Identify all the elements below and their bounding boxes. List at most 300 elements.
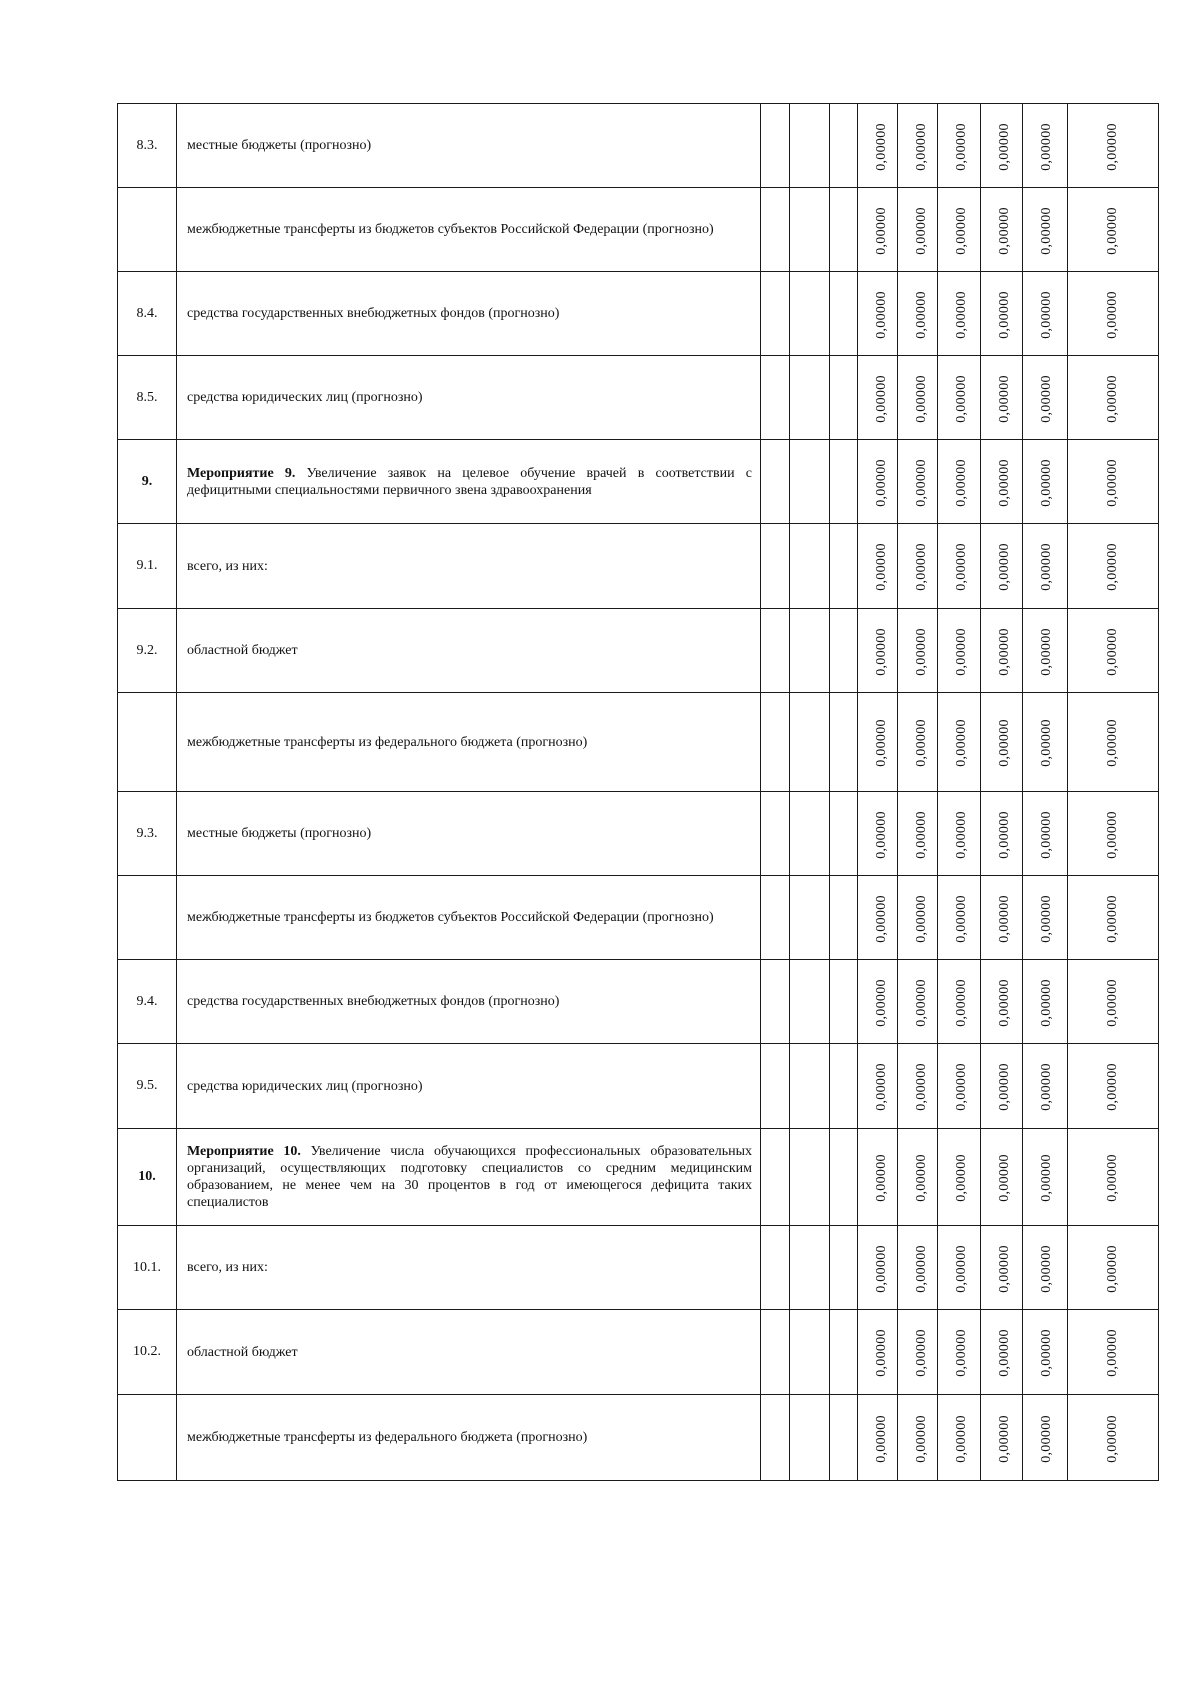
empty-cell xyxy=(830,1044,858,1129)
table-row xyxy=(118,104,1159,188)
value-cell xyxy=(1068,272,1159,356)
funding-value: 0,00000 xyxy=(953,374,969,423)
funding-value: 0,00000 xyxy=(913,122,929,171)
value-cell xyxy=(858,188,898,272)
funding-value: 0,00000 xyxy=(1104,894,1120,943)
funding-value: 0,00000 xyxy=(913,1063,929,1111)
funding-value: 0,00000 xyxy=(1038,627,1054,676)
funding-value: 0,00000 xyxy=(873,543,889,591)
value-cell xyxy=(1023,693,1068,792)
value-cell xyxy=(938,693,981,792)
empty-cell xyxy=(761,876,790,960)
value-cell xyxy=(858,1044,898,1129)
empty-cell xyxy=(790,609,830,693)
value-cell xyxy=(898,1310,938,1395)
value-cell xyxy=(981,1395,1023,1481)
row-description xyxy=(177,1395,761,1481)
empty-cell xyxy=(790,524,830,609)
funding-value: 0,00000 xyxy=(953,1063,969,1111)
value-cell xyxy=(938,356,981,440)
empty-cell xyxy=(830,104,858,188)
value-cell xyxy=(1068,104,1159,188)
value-cell xyxy=(938,1395,981,1481)
row-text: областной бюджет xyxy=(187,1344,298,1360)
row-text: Увеличение заявок на целевое обучение врачей в соответствии с дефицитными специальностями первичного звена здравоохранения xyxy=(187,465,752,498)
empty-cell xyxy=(830,693,858,792)
funding-value: 0,00000 xyxy=(1038,122,1054,171)
funding-value: 0,00000 xyxy=(996,1244,1012,1293)
empty-cell xyxy=(761,609,790,693)
funding-value: 0,00000 xyxy=(873,719,889,767)
funding-value: 0,00000 xyxy=(873,978,889,1027)
funding-value: 0,00000 xyxy=(1038,1063,1054,1111)
funding-value: 0,00000 xyxy=(913,1414,929,1463)
funding-value: 0,00000 xyxy=(1104,122,1120,171)
empty-cell xyxy=(790,188,830,272)
value-cell xyxy=(938,188,981,272)
row-text: межбюджетные трансферты из бюджетов субъектов Российской Федерации (прогнозно) xyxy=(187,910,714,925)
funding-value: 0,00000 xyxy=(873,1244,889,1293)
empty-cell xyxy=(761,356,790,440)
funding-value: 0,00000 xyxy=(1104,206,1120,255)
value-cell xyxy=(858,272,898,356)
value-cell xyxy=(898,356,938,440)
table-row xyxy=(118,188,1159,272)
value-cell xyxy=(1023,876,1068,960)
funding-value: 0,00000 xyxy=(1104,543,1120,591)
row-text: средства юридических лиц (прогнозно) xyxy=(187,1078,423,1094)
funding-value: 0,00000 xyxy=(913,894,929,943)
funding-value: 0,00000 xyxy=(953,894,969,943)
row-description xyxy=(177,104,761,188)
value-cell xyxy=(981,876,1023,960)
value-cell xyxy=(938,792,981,876)
table-row xyxy=(118,609,1159,693)
funding-value: 0,00000 xyxy=(873,1329,889,1377)
value-cell xyxy=(981,693,1023,792)
row-description xyxy=(177,356,761,440)
value-cell xyxy=(981,1310,1023,1395)
empty-cell xyxy=(761,1044,790,1129)
empty-cell xyxy=(790,960,830,1044)
table-row xyxy=(118,1044,1159,1129)
funding-value: 0,00000 xyxy=(953,1244,969,1293)
empty-cell xyxy=(830,1310,858,1395)
value-cell xyxy=(1068,1226,1159,1310)
empty-cell xyxy=(761,524,790,609)
value-cell xyxy=(981,609,1023,693)
value-cell xyxy=(1023,524,1068,609)
value-cell xyxy=(981,104,1023,188)
value-cell xyxy=(981,1044,1023,1129)
funding-value: 0,00000 xyxy=(873,810,889,859)
value-cell xyxy=(981,960,1023,1044)
funding-value: 0,00000 xyxy=(1038,810,1054,859)
funding-value: 0,00000 xyxy=(1038,206,1054,255)
value-cell xyxy=(898,693,938,792)
empty-cell xyxy=(761,440,790,524)
row-text: средства государственных внебюджетных фондов (прогнозно) xyxy=(187,306,560,321)
funding-value: 0,00000 xyxy=(873,458,889,507)
funding-value: 0,00000 xyxy=(1038,978,1054,1027)
funding-value: 0,00000 xyxy=(996,290,1012,339)
funding-value: 0,00000 xyxy=(873,894,889,943)
funding-value: 0,00000 xyxy=(1038,374,1054,423)
value-cell xyxy=(981,1226,1023,1310)
value-cell xyxy=(858,1310,898,1395)
empty-cell xyxy=(830,876,858,960)
row-text: всего, из них: xyxy=(187,558,268,574)
value-cell xyxy=(898,1129,938,1226)
empty-cell xyxy=(761,960,790,1044)
empty-cell xyxy=(761,1310,790,1395)
funding-value: 0,00000 xyxy=(1104,374,1120,423)
funding-value: 0,00000 xyxy=(996,543,1012,591)
value-cell xyxy=(898,960,938,1044)
value-cell xyxy=(858,440,898,524)
row-number: 8.4. xyxy=(118,272,177,356)
value-cell xyxy=(938,609,981,693)
value-cell xyxy=(898,104,938,188)
value-cell xyxy=(1023,1226,1068,1310)
funding-value: 0,00000 xyxy=(996,458,1012,507)
funding-value: 0,00000 xyxy=(913,719,929,767)
value-cell xyxy=(1068,1395,1159,1481)
funding-value: 0,00000 xyxy=(913,1329,929,1377)
funding-value: 0,00000 xyxy=(953,978,969,1027)
empty-cell xyxy=(830,960,858,1044)
row-text: средства государственных внебюджетных фондов (прогнозно) xyxy=(187,994,560,1009)
table-row xyxy=(118,440,1159,524)
value-cell xyxy=(858,356,898,440)
funding-value: 0,00000 xyxy=(996,374,1012,423)
funding-value: 0,00000 xyxy=(913,1244,929,1293)
funding-value: 0,00000 xyxy=(996,206,1012,255)
row-text: Увеличение числа обучающихся профессиональных образовательных организаций, осуществляющих подготовку специалистов со средним медицинским образованием, не менее чем на 30 процентов в год от имеющегося дефицита таких специалистов xyxy=(187,1144,752,1210)
value-cell xyxy=(1068,1129,1159,1226)
row-number: 8.3. xyxy=(118,104,177,188)
value-cell xyxy=(1023,188,1068,272)
empty-cell xyxy=(790,876,830,960)
funding-value: 0,00000 xyxy=(1104,1414,1120,1463)
funding-value: 0,00000 xyxy=(1038,290,1054,339)
row-text: межбюджетные трансферты из бюджетов субъектов Российской Федерации (прогнозно) xyxy=(187,222,714,237)
value-cell xyxy=(898,524,938,609)
value-cell xyxy=(981,356,1023,440)
funding-value: 0,00000 xyxy=(873,1154,889,1202)
funding-value: 0,00000 xyxy=(1104,810,1120,859)
funding-value: 0,00000 xyxy=(1104,1244,1120,1293)
value-cell xyxy=(858,1129,898,1226)
empty-cell xyxy=(761,792,790,876)
empty-cell xyxy=(830,609,858,693)
row-number: 9.4. xyxy=(118,960,177,1044)
table-row xyxy=(118,272,1159,356)
empty-cell xyxy=(790,104,830,188)
table-row xyxy=(118,1129,1159,1226)
row-text: областной бюджет xyxy=(187,643,298,658)
value-cell xyxy=(858,609,898,693)
value-cell xyxy=(938,876,981,960)
value-cell xyxy=(1023,792,1068,876)
table-row xyxy=(118,524,1159,609)
row-text: средства юридических лиц (прогнозно) xyxy=(187,390,423,405)
funding-value: 0,00000 xyxy=(1038,543,1054,591)
value-cell xyxy=(938,104,981,188)
value-cell xyxy=(981,440,1023,524)
row-number xyxy=(118,693,177,792)
row-number: 9.2. xyxy=(118,609,177,693)
empty-cell xyxy=(790,1129,830,1226)
funding-value: 0,00000 xyxy=(996,810,1012,859)
funding-value: 0,00000 xyxy=(1104,458,1120,507)
funding-value: 0,00000 xyxy=(913,978,929,1027)
row-description xyxy=(177,1226,761,1310)
value-cell xyxy=(981,524,1023,609)
value-cell xyxy=(858,1395,898,1481)
empty-cell xyxy=(790,693,830,792)
value-cell xyxy=(1023,1395,1068,1481)
funding-value: 0,00000 xyxy=(953,1414,969,1463)
empty-cell xyxy=(761,1395,790,1481)
row-description xyxy=(177,188,761,272)
value-cell xyxy=(938,1129,981,1226)
value-cell xyxy=(858,693,898,792)
funding-value: 0,00000 xyxy=(996,627,1012,676)
value-cell xyxy=(1068,693,1159,792)
funding-value: 0,00000 xyxy=(1104,1329,1120,1377)
funding-value: 0,00000 xyxy=(996,978,1012,1027)
table-row xyxy=(118,960,1159,1044)
funding-value: 0,00000 xyxy=(913,627,929,676)
funding-value: 0,00000 xyxy=(996,122,1012,171)
funding-value: 0,00000 xyxy=(913,1154,929,1202)
table-row xyxy=(118,792,1159,876)
empty-cell xyxy=(790,272,830,356)
row-description xyxy=(177,609,761,693)
funding-value: 0,00000 xyxy=(953,719,969,767)
row-number: 10. xyxy=(118,1129,177,1226)
value-cell xyxy=(1023,356,1068,440)
funding-value: 0,00000 xyxy=(913,206,929,255)
row-number: 10.2. xyxy=(118,1310,177,1395)
value-cell xyxy=(1068,792,1159,876)
value-cell xyxy=(1068,440,1159,524)
value-cell xyxy=(1068,960,1159,1044)
value-cell xyxy=(858,104,898,188)
funding-value: 0,00000 xyxy=(873,627,889,676)
row-description xyxy=(177,960,761,1044)
funding-value: 0,00000 xyxy=(953,1329,969,1377)
funding-value: 0,00000 xyxy=(953,122,969,171)
value-cell xyxy=(898,188,938,272)
value-cell xyxy=(1068,188,1159,272)
table-row xyxy=(118,1395,1159,1481)
funding-value: 0,00000 xyxy=(873,1063,889,1111)
funding-value: 0,00000 xyxy=(953,290,969,339)
value-cell xyxy=(938,960,981,1044)
value-cell xyxy=(898,1226,938,1310)
row-number: 9. xyxy=(118,440,177,524)
funding-value: 0,00000 xyxy=(1104,290,1120,339)
value-cell xyxy=(1068,1044,1159,1129)
empty-cell xyxy=(761,1129,790,1226)
table-row xyxy=(118,876,1159,960)
funding-value: 0,00000 xyxy=(873,1414,889,1463)
row-description xyxy=(177,1310,761,1395)
empty-cell xyxy=(790,1226,830,1310)
funding-value: 0,00000 xyxy=(953,543,969,591)
funding-value: 0,00000 xyxy=(1104,1154,1120,1202)
row-text: местные бюджеты (прогнозно) xyxy=(187,826,372,841)
row-text: межбюджетные трансферты из федерального бюджета (прогнозно) xyxy=(187,734,588,750)
empty-cell xyxy=(790,440,830,524)
row-number xyxy=(118,1395,177,1481)
value-cell xyxy=(1023,1044,1068,1129)
value-cell xyxy=(1023,1129,1068,1226)
value-cell xyxy=(898,272,938,356)
value-cell xyxy=(938,1310,981,1395)
funding-value: 0,00000 xyxy=(1038,1244,1054,1293)
funding-value: 0,00000 xyxy=(996,1063,1012,1111)
empty-cell xyxy=(830,440,858,524)
empty-cell xyxy=(830,792,858,876)
empty-cell xyxy=(761,188,790,272)
funding-value: 0,00000 xyxy=(1104,978,1120,1027)
table-row xyxy=(118,1226,1159,1310)
row-number xyxy=(118,188,177,272)
value-cell xyxy=(981,188,1023,272)
row-text: местные бюджеты (прогнозно) xyxy=(187,138,372,153)
value-cell xyxy=(1023,440,1068,524)
value-cell xyxy=(858,524,898,609)
row-description xyxy=(177,876,761,960)
row-description xyxy=(177,524,761,609)
empty-cell xyxy=(761,1226,790,1310)
value-cell xyxy=(938,272,981,356)
funding-value: 0,00000 xyxy=(953,810,969,859)
value-cell xyxy=(938,524,981,609)
value-cell xyxy=(981,1129,1023,1226)
funding-value: 0,00000 xyxy=(1104,719,1120,767)
funding-value: 0,00000 xyxy=(996,1329,1012,1377)
funding-value: 0,00000 xyxy=(953,627,969,676)
funding-value: 0,00000 xyxy=(1038,1414,1054,1463)
value-cell xyxy=(898,440,938,524)
row-description xyxy=(177,272,761,356)
funding-value: 0,00000 xyxy=(1038,1329,1054,1377)
value-cell xyxy=(858,1226,898,1310)
empty-cell xyxy=(830,524,858,609)
row-number: 10.1. xyxy=(118,1226,177,1310)
value-cell xyxy=(1068,524,1159,609)
value-cell xyxy=(1023,609,1068,693)
value-cell xyxy=(938,440,981,524)
value-cell xyxy=(898,1044,938,1129)
funding-value: 0,00000 xyxy=(1038,719,1054,767)
value-cell xyxy=(1068,356,1159,440)
row-description xyxy=(177,792,761,876)
value-cell xyxy=(981,792,1023,876)
row-description xyxy=(177,440,761,524)
value-cell xyxy=(981,272,1023,356)
value-cell xyxy=(858,876,898,960)
funding-value: 0,00000 xyxy=(1104,627,1120,676)
value-cell xyxy=(898,792,938,876)
empty-cell xyxy=(790,1044,830,1129)
funding-value: 0,00000 xyxy=(953,206,969,255)
funding-value: 0,00000 xyxy=(913,810,929,859)
empty-cell xyxy=(790,1395,830,1481)
funding-value: 0,00000 xyxy=(913,290,929,339)
empty-cell xyxy=(761,693,790,792)
funding-value: 0,00000 xyxy=(953,458,969,507)
row-description xyxy=(177,693,761,792)
value-cell xyxy=(1023,1310,1068,1395)
empty-cell xyxy=(830,188,858,272)
empty-cell xyxy=(830,1395,858,1481)
value-cell xyxy=(938,1044,981,1129)
funding-value: 0,00000 xyxy=(1104,1063,1120,1111)
row-number: 9.1. xyxy=(118,524,177,609)
funding-value: 0,00000 xyxy=(873,206,889,255)
row-number: 9.5. xyxy=(118,1044,177,1129)
funding-value: 0,00000 xyxy=(996,719,1012,767)
funding-value: 0,00000 xyxy=(873,374,889,423)
funding-value: 0,00000 xyxy=(996,1154,1012,1202)
empty-cell xyxy=(830,356,858,440)
funding-value: 0,00000 xyxy=(1038,458,1054,507)
value-cell xyxy=(898,1395,938,1481)
funding-value: 0,00000 xyxy=(913,458,929,507)
value-cell xyxy=(1068,609,1159,693)
empty-cell xyxy=(830,1129,858,1226)
row-description xyxy=(177,1129,761,1226)
activity-title: Мероприятие 9. xyxy=(187,465,296,481)
empty-cell xyxy=(761,272,790,356)
value-cell xyxy=(858,792,898,876)
value-cell xyxy=(898,876,938,960)
funding-value: 0,00000 xyxy=(1038,1154,1054,1202)
empty-cell xyxy=(790,792,830,876)
table-row xyxy=(118,356,1159,440)
funding-value: 0,00000 xyxy=(996,1414,1012,1463)
funding-value: 0,00000 xyxy=(913,543,929,591)
funding-value: 0,00000 xyxy=(913,374,929,423)
row-text: всего, из них: xyxy=(187,1260,268,1275)
row-description xyxy=(177,1044,761,1129)
funding-value: 0,00000 xyxy=(1038,894,1054,943)
value-cell xyxy=(858,960,898,1044)
budget-table xyxy=(117,103,1159,1481)
funding-value: 0,00000 xyxy=(873,290,889,339)
funding-value: 0,00000 xyxy=(873,122,889,171)
value-cell xyxy=(1023,960,1068,1044)
empty-cell xyxy=(790,356,830,440)
value-cell xyxy=(938,1226,981,1310)
value-cell xyxy=(1068,876,1159,960)
row-number: 8.5. xyxy=(118,356,177,440)
table-row xyxy=(118,693,1159,792)
row-text: межбюджетные трансферты из федерального бюджета (прогнозно) xyxy=(187,1430,588,1445)
empty-cell xyxy=(790,1310,830,1395)
funding-value: 0,00000 xyxy=(996,894,1012,943)
empty-cell xyxy=(761,104,790,188)
row-number xyxy=(118,876,177,960)
activity-title: Мероприятие 10. xyxy=(187,1144,301,1159)
value-cell xyxy=(1023,104,1068,188)
value-cell xyxy=(898,609,938,693)
